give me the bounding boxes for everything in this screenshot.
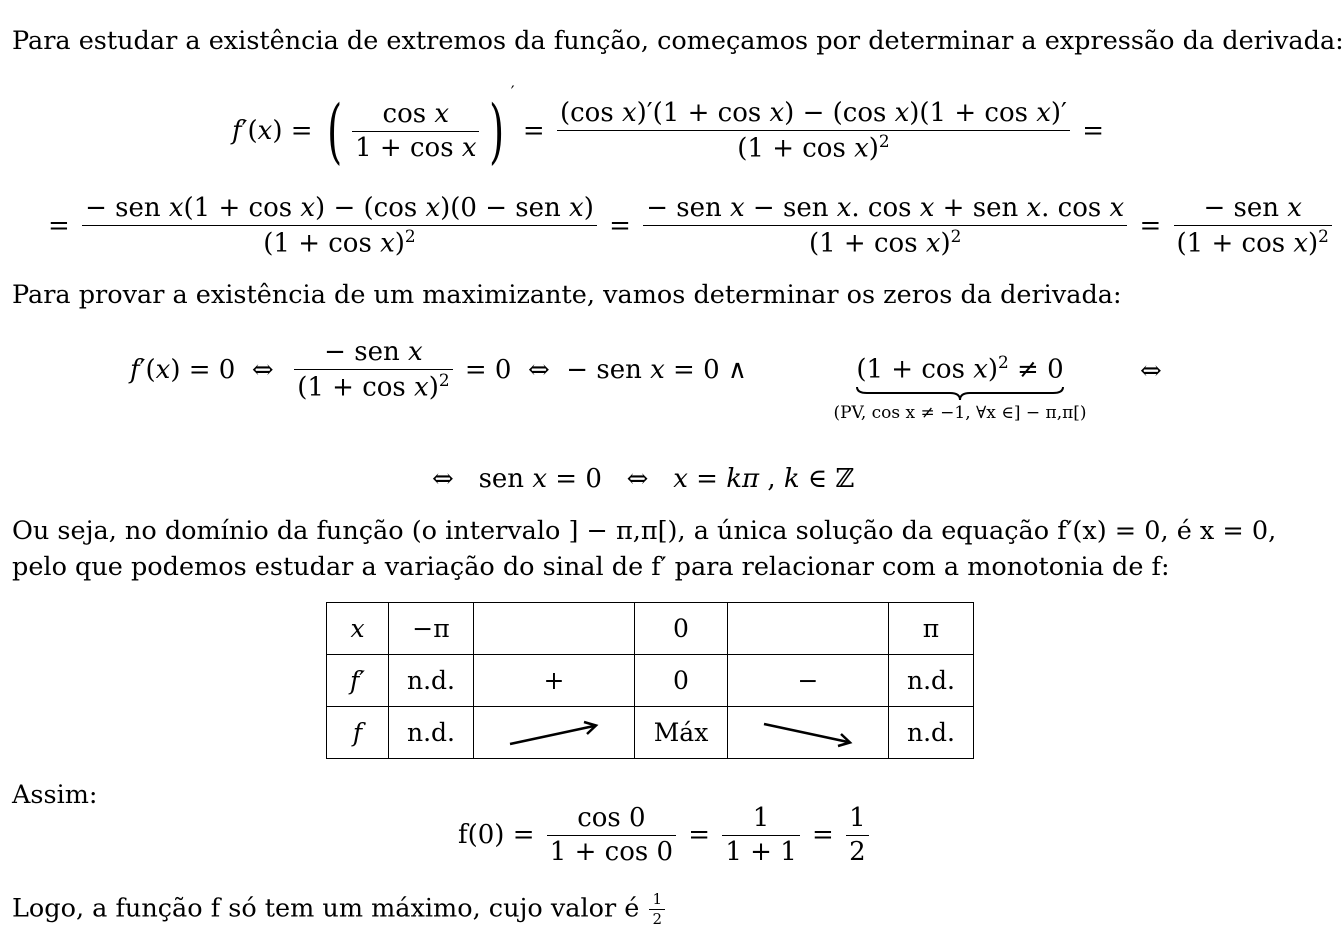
table-cell: + [474, 655, 635, 707]
increasing-arrow-icon [506, 720, 602, 748]
table-cell: −π [389, 603, 474, 655]
derivative-equation-1: f′(x) = ( $\frac{\text{cos x}}{\text{1 + cos x}}$ ) ′ = $\frac{\text{(cos x)′(1 + cos x) − (cos x)(1 + cos x)′}}{(1 + \cos x)^2}$ = [232, 82, 1105, 172]
table-cell: 0 [635, 655, 728, 707]
f0-num3: 1 [846, 802, 869, 836]
table-cell [474, 603, 635, 655]
f0-num2: 1 [722, 802, 799, 836]
f0-den2: 1 + 1 [725, 836, 797, 867]
table-cell [728, 603, 889, 655]
table-row-x [327, 603, 974, 655]
f0-lhs: f(0) = [458, 820, 535, 850]
table-cell [474, 707, 635, 759]
conclusion-text: Logo, a função f só tem um máximo, cujo valor é [12, 893, 640, 924]
pv-note: (PV, cos x ≠ −1, ∀x ∈] − π,π[) [833, 402, 1087, 423]
table-cell: n.d. [889, 707, 974, 759]
table-cell: 0 [635, 603, 728, 655]
solution-text-2: pelo que podemos estudar a variação do sinal de f′ para relacionar com a monotonia de f: [12, 552, 1170, 582]
derivative-equation-2: = $\frac{\text{− sen x(1 + cos x) − (cos x)(0 − sen x)}}{(1 + \cos x)^2}$ = $\frac{\text{− sen x − sen x. cos x + sen x. cos x}}{(1 + \cos x)^2}$ = $\frac{\text{− sen x}}{(1 + \cos x)^2}$ [48, 192, 1336, 260]
zeros-equation: f′(x) = 0 ⇔ $\frac{\text{− sen x}}{(1 + \cos x)^2}$ = 0 ⇔ − sen x = 0 ∧ [130, 337, 747, 403]
decreasing-arrow-icon [760, 720, 856, 748]
solution-text-1: Ou seja, no domínio da função (o intervalo ] − π,π[), a única solução da equação f′(x) = 0, é x = 0, [12, 516, 1277, 546]
solution-equation: ⇔ sen x = 0 ⇔ x = kπ , k ∈ ℤ [432, 464, 855, 494]
table-cell: x [327, 603, 389, 655]
underbrace-block: $(1 + \cos x)^2 \ne 0$ (PV, cos x ≠ −1, ∀x ∈] − π,π[) [800, 352, 1120, 423]
zeros-text: Para provar a existência de um maximizante, vamos determinar os zeros da derivada: [12, 280, 1122, 310]
table-cell: n.d. [389, 707, 474, 759]
intro-text: Para estudar a existência de extremos da função, começamos por determinar a expressão da derivada: [12, 26, 1344, 56]
table-cell: Máx [635, 707, 728, 759]
table-cell: − [728, 655, 889, 707]
table-cell: n.d. [889, 655, 974, 707]
table-cell: f′ [327, 655, 389, 707]
variation-table [326, 602, 974, 759]
conclusion [12, 890, 669, 929]
table-cell: f [327, 707, 389, 759]
f0-num: cos 0 [547, 802, 676, 836]
table-cell: π [889, 603, 974, 655]
table-cell [728, 707, 889, 759]
f0-den: 1 + cos 0 [549, 836, 674, 867]
conclusion-num: 1 [649, 890, 665, 910]
iff-symbol: ⇔ [1140, 356, 1162, 386]
f0-equation: f(0) = $\frac{\cos 0}{1 + \cos 0}$ = $\frac{1}{1 + 1}$ = $\frac{1}{2}$ [458, 802, 873, 868]
assim-text: Assim: [12, 780, 98, 810]
underbrace-icon [855, 385, 1065, 401]
f0-den3: 2 [849, 836, 866, 867]
conclusion-den: 2 [652, 909, 663, 928]
table-cell: n.d. [389, 655, 474, 707]
table-row-fprime [327, 655, 974, 707]
table-row-f [327, 707, 974, 759]
